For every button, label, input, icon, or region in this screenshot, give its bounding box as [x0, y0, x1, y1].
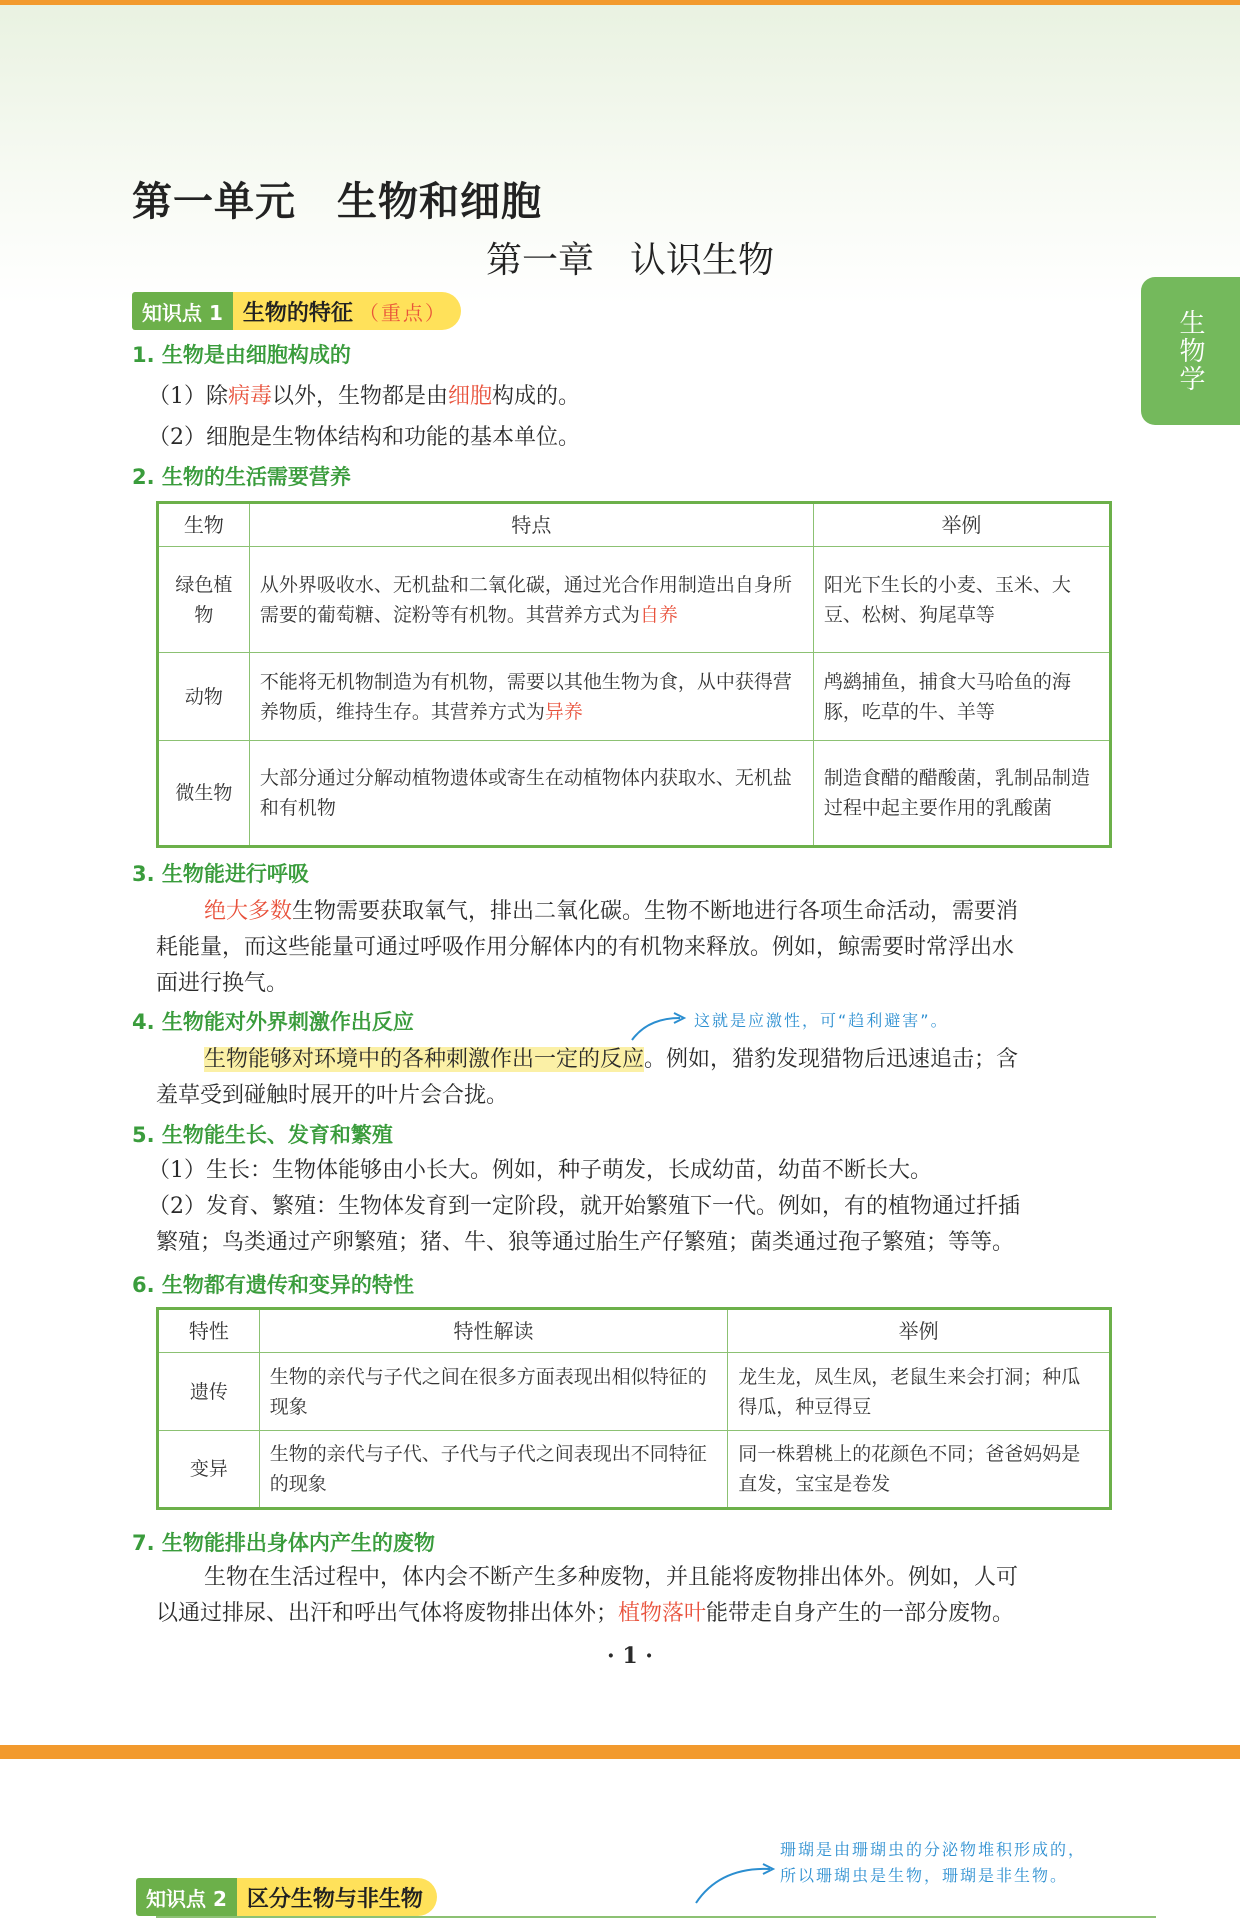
page-number: · 1 ·	[607, 1643, 653, 1669]
text-line	[156, 1596, 1018, 1632]
table-header-row	[158, 503, 1111, 547]
table-row	[158, 1353, 1111, 1431]
section-3-heading: 3. 生物能进行呼吸	[132, 862, 309, 886]
highlight-keyword: 细胞	[448, 384, 493, 409]
highlight-keyword: 植物落叶	[618, 1601, 707, 1626]
table-cell	[249, 653, 813, 741]
page-1	[0, 5, 1240, 1745]
table-row	[158, 653, 1111, 741]
knowledge-point-name	[233, 292, 461, 330]
table-row	[158, 547, 1111, 653]
table-cell	[249, 547, 813, 653]
subject-side-tab[interactable]: 生物学	[1141, 277, 1240, 425]
table-cell: 阳光下生长的小麦、玉米、大豆、松树、狗尾草等	[813, 547, 1110, 653]
table-row	[158, 1431, 1111, 1509]
text-line	[156, 894, 1018, 930]
section-1-line-1	[148, 379, 580, 410]
text-line: （2）发育、繁殖：生物体发育到一定阶段，就开始繁殖下一代。例如，有的植物通过扦插	[148, 1194, 1021, 1219]
knowledge-point-1-header	[132, 292, 461, 330]
text-line: 生物在生活过程中，体内会不断产生多种废物，并且能将废物排出体外。例如，人可	[204, 1565, 1019, 1590]
text: 能带走自身产生的一部分废物。	[706, 1601, 1015, 1626]
unit-title: 第一单元 生物和细胞	[132, 178, 542, 225]
nutrition-table	[156, 501, 1112, 848]
table-cell: 微生物	[158, 741, 250, 847]
section-1-heading: 1. 生物是由细胞构成的	[132, 343, 351, 367]
knowledge-point-label: 知识点 1	[132, 292, 233, 330]
section-7-heading: 7. 生物能排出身体内产生的废物	[132, 1531, 435, 1555]
table-cell: 同一株碧桃上的花颜色不同；爸爸妈妈是直发，宝宝是卷发	[728, 1431, 1111, 1509]
side-note: 这就是应激性，可“趋利避害”。	[694, 1011, 949, 1030]
text: （1）除	[148, 384, 228, 409]
highlight-keyword: 自养	[639, 603, 678, 626]
heredity-table	[156, 1307, 1112, 1510]
chapter-title: 第一章 认识生物	[485, 240, 774, 281]
text: 不能将无机物制造为有机物，需要以其他生物为食，从中获得营养物质，维持生存。其营养方式为	[259, 670, 792, 723]
table-header-cell: 生物	[158, 503, 250, 547]
text-line: 耗能量，而这些能量可通过呼吸作用分解体内的有机物来释放。例如，鲸需要时常浮出水	[156, 935, 1015, 960]
table-cell: 龙生龙，凤生凤，老鼠生来会打洞；种瓜得瓜，种豆得豆	[728, 1353, 1111, 1431]
knowledge-point-2-header	[136, 1878, 437, 1916]
section-4-heading: 4. 生物能对外界刺激作出反应	[132, 1010, 414, 1034]
text: 生物需要获取氧气，排出二氧化碳。生物不断地进行各项生命活动，需要消	[292, 899, 1019, 924]
text-line: 繁殖；鸟类通过产卵繁殖；猪、牛、狼等通过胎生产仔繁殖；菌类通过孢子繁殖；等等。	[156, 1230, 1015, 1255]
table-header-row	[158, 1309, 1111, 1353]
table-header-cell: 举例	[813, 503, 1110, 547]
knowledge-point-label: 知识点 2	[136, 1878, 237, 1916]
highlight-keyword: 异养	[544, 700, 583, 723]
table-cell: 绿色植物	[158, 547, 250, 653]
table-header-cell: 特性解读	[259, 1309, 727, 1353]
table-row	[158, 741, 1111, 847]
table-cell: 鸬鹚捕鱼，捕食大马哈鱼的海豚，吃草的牛、羊等	[813, 653, 1110, 741]
section-4-paragraph	[156, 1042, 1018, 1114]
knowledge-point-name: 区分生物与非生物	[237, 1878, 437, 1916]
text: 以外，生物都是由	[272, 384, 449, 409]
arrow-icon	[690, 1855, 780, 1905]
page-2	[0, 1759, 1240, 1920]
highlighted-sentence: 生物能够对环境中的各种刺激作出一定的反应	[204, 1047, 645, 1072]
page-divider	[0, 1745, 1240, 1759]
table-cell: 变异	[158, 1431, 260, 1509]
section-5-heading: 5. 生物能生长、发育和繁殖	[132, 1123, 393, 1147]
text-line	[156, 1042, 1018, 1078]
table-cell: 生物的亲代与子代、子代与子代之间表现出不同特征的现象	[259, 1431, 727, 1509]
section-2-heading: 2. 生物的生活需要营养	[132, 465, 351, 489]
text-line: 面进行换气。	[156, 971, 289, 996]
table-top-edge	[156, 1916, 1156, 1922]
section-5-paragraph	[148, 1153, 1020, 1261]
table-cell: 遗传	[158, 1353, 260, 1431]
table-cell: 生物的亲代与子代之间在很多方面表现出相似特征的现象	[259, 1353, 727, 1431]
kp-name-text: 生物的特征	[242, 300, 353, 326]
table-header-cell: 举例	[728, 1309, 1111, 1353]
section-1-line-2: （2）细胞是生物体结构和功能的基本单位。	[148, 425, 580, 450]
highlight-keyword: 绝大多数	[204, 899, 293, 924]
text: 以通过排尿、出汗和呼出气体将废物排出体外；	[156, 1601, 619, 1626]
section-7-paragraph	[156, 1560, 1018, 1632]
table-header-cell: 特性	[158, 1309, 260, 1353]
table-header-cell: 特点	[249, 503, 813, 547]
text: 。例如，猎豹发现猎物后迅速追击；含	[644, 1047, 1019, 1072]
text: 构成的。	[492, 384, 581, 409]
kp-tag: （重点）	[358, 300, 447, 325]
arrow-icon	[628, 1010, 688, 1044]
table-cell: 制造食醋的醋酸菌，乳制品制造过程中起主要作用的乳酸菌	[813, 741, 1110, 847]
highlight-keyword: 病毒	[228, 384, 273, 409]
text: 从外界吸收水、无机盐和二氧化碳，通过光合作用制造出自身所需要的葡萄糖、淀粉等有机物。其营养方式为	[259, 573, 792, 626]
text-line: 羞草受到碰触时展开的叶片会合拢。	[156, 1083, 509, 1108]
side-note: 所以珊瑚虫是生物，珊瑚是非生物。	[780, 1866, 1069, 1885]
text-line: （1）生长：生物体能够由小长大。例如，种子萌发，长成幼苗，幼苗不断长大。	[148, 1158, 932, 1183]
side-note: 珊瑚是由珊瑚虫的分泌物堆积形成的，	[780, 1840, 1087, 1859]
section-6-heading: 6. 生物都有遗传和变异的特性	[132, 1273, 414, 1297]
table-cell: 动物	[158, 653, 250, 741]
section-3-paragraph	[156, 894, 1018, 1002]
table-cell: 大部分通过分解动植物遗体或寄生在动植物体内获取水、无机盐和有机物	[249, 741, 813, 847]
